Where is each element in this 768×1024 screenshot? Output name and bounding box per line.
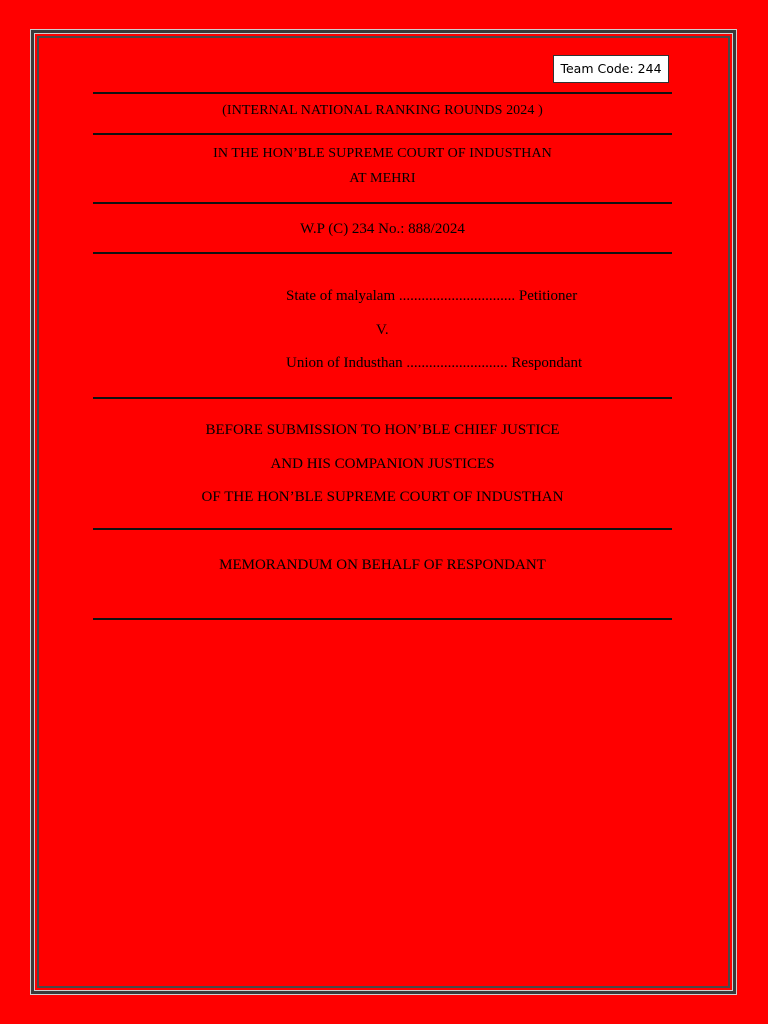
memorandum-title: MEMORANDUM ON BEHALF OF RESPONDANT [219, 557, 546, 573]
divider-5 [93, 397, 672, 399]
respondent-line: Union of Industhan ........................... Respondant [286, 355, 583, 371]
petitioner-line: State of malyalam ............................... Petitioner [286, 288, 578, 304]
divider-1 [93, 92, 672, 94]
case-number: W.P (C) 234 No.: 888/2024 [300, 221, 465, 237]
submission-line-3: OF THE HON’BLE SUPREME COURT OF INDUSTHAN [201, 489, 564, 505]
court-location: AT MEHRI [349, 171, 416, 186]
divider-3 [93, 202, 672, 204]
submission-line-2: AND HIS COMPANION JUSTICES [270, 456, 495, 472]
rounds-heading: (INTERNAL NATIONAL RANKING ROUNDS 2024 ) [222, 103, 543, 118]
divider-6 [93, 528, 672, 530]
versus-label: V. [376, 322, 389, 338]
divider-7 [93, 618, 672, 620]
team-code-box: Team Code: 244 [553, 55, 669, 83]
submission-line-1: BEFORE SUBMISSION TO HON’BLE CHIEF JUSTICE [205, 422, 560, 438]
divider-4 [93, 252, 672, 254]
court-heading: IN THE HON’BLE SUPREME COURT OF INDUSTHAN [213, 146, 552, 161]
divider-2 [93, 133, 672, 135]
